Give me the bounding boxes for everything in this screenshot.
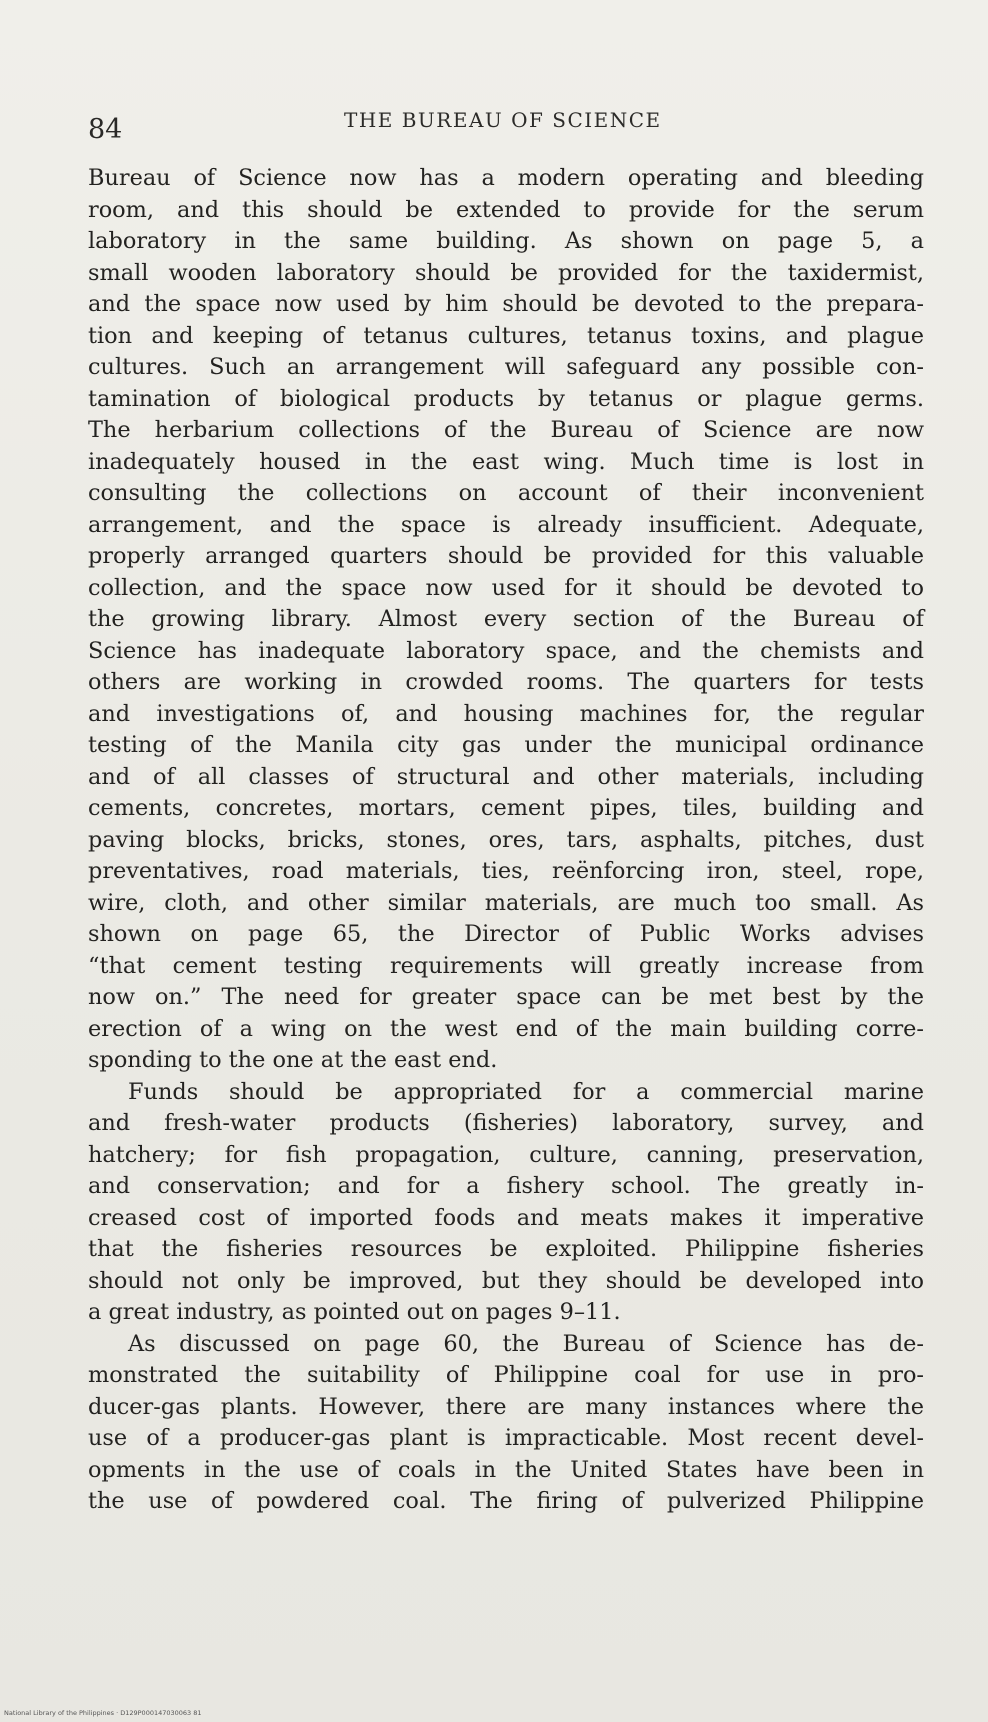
scan-credit: National Library of the Philippines · D129P000147030063 81: [4, 1709, 202, 1717]
text-line: room, and this should be extended to provide for the serum: [88, 196, 924, 223]
text-line: The herbarium collections of the Bureau of Science are now: [88, 417, 924, 443]
paragraph: [88, 1077, 924, 1329]
text-line: consulting the collections on account of their inconvenient: [88, 480, 924, 506]
text-line: Funds should be appropriated for a commercial marine: [128, 1078, 924, 1105]
paragraph: [88, 1329, 924, 1518]
paragraph: [88, 163, 924, 1077]
text-line: and of all classes of structural and other materials, including: [88, 763, 924, 790]
text-line: small wooden laboratory should be provided for the taxidermist,: [88, 259, 924, 286]
text-line: and fresh-water products (fisheries) laboratory, survey, and: [88, 1110, 924, 1136]
text-line: and investigations of, and housing machines for, the regular: [88, 700, 924, 727]
text-line: use of a producer-gas plant is impracticable. Most recent devel-: [88, 1425, 924, 1451]
running-title: THE BUREAU OF SCIENCE: [344, 108, 662, 132]
text-line: a great industry, as pointed out on pages 9–11.: [88, 1299, 621, 1325]
text-line: monstrated the suitability of Philippine coal for use in pro-: [88, 1362, 924, 1388]
text-line: erection of a wing on the west end of the main building corre-: [88, 1015, 924, 1042]
text-line: paving blocks, bricks, stones, ores, tars, asphalts, pitches, dust: [88, 826, 924, 853]
text-line: opments in the use of coals in the United States have been in: [88, 1456, 924, 1483]
text-line: arrangement, and the space is already insufficient. Adequate,: [88, 511, 924, 538]
text-line: and conservation; and for a fishery school. The greatly in-: [88, 1173, 924, 1199]
text-line: “that cement testing requirements will greatly increase from: [88, 952, 924, 979]
text-line: collection, and the space now used for it should be devoted to: [88, 574, 924, 601]
text-line: cements, concretes, mortars, cement pipes, tiles, building and: [88, 795, 924, 821]
text-line: and the space now used by him should be devoted to the prepara-: [88, 291, 924, 317]
body-text: [88, 163, 924, 1518]
text-line: inadequately housed in the east wing. Much time is lost in: [88, 448, 924, 475]
text-line: Science has inadequate laboratory space, and the chemists and: [88, 637, 924, 664]
text-line: preventatives, road materials, ties, reënforcing iron, steel, rope,: [88, 858, 924, 884]
text-line: should not only be improved, but they should be developed into: [88, 1267, 924, 1294]
text-line: shown on page 65, the Director of Public Works advises: [88, 921, 924, 947]
text-line: that the fisheries resources be exploited. Philippine fisheries: [88, 1236, 924, 1262]
text-line: now on.” The need for greater space can be met best by the: [88, 984, 924, 1010]
text-line: Bureau of Science now has a modern operating and bleeding: [88, 165, 924, 191]
text-line: creased cost of imported foods and meats makes it imperative: [88, 1204, 924, 1231]
text-line: the growing library. Almost every section of the Bureau of: [88, 606, 924, 632]
text-line: others are working in crowded rooms. The quarters for tests: [88, 669, 924, 695]
text-line: tion and keeping of tetanus cultures, tetanus toxins, and plague: [88, 322, 924, 349]
running-head: [88, 104, 888, 144]
text-line: cultures. Such an arrangement will safeguard any possible con-: [88, 354, 924, 380]
text-line: ducer-gas plants. However, there are many instances where the: [88, 1393, 924, 1420]
text-line: hatchery; for fish propagation, culture, canning, preservation,: [88, 1141, 924, 1168]
text-line: properly arranged quarters should be provided for this valuable: [88, 543, 924, 569]
text-line: the use of powdered coal. The firing of pulverized Philippine: [88, 1488, 924, 1514]
page-number: 84: [88, 114, 123, 145]
text-line: wire, cloth, and other similar materials, are much too small. As: [88, 889, 924, 916]
text-line: sponding to the one at the east end.: [88, 1047, 498, 1073]
text-line: As discussed on page 60, the Bureau of Science has de-: [128, 1330, 924, 1357]
text-line: testing of the Manila city gas under the municipal ordinance: [88, 732, 924, 758]
text-line: laboratory in the same building. As shown on page 5, a: [88, 228, 924, 254]
text-line: tamination of biological products by tetanus or plague germs.: [88, 385, 924, 412]
